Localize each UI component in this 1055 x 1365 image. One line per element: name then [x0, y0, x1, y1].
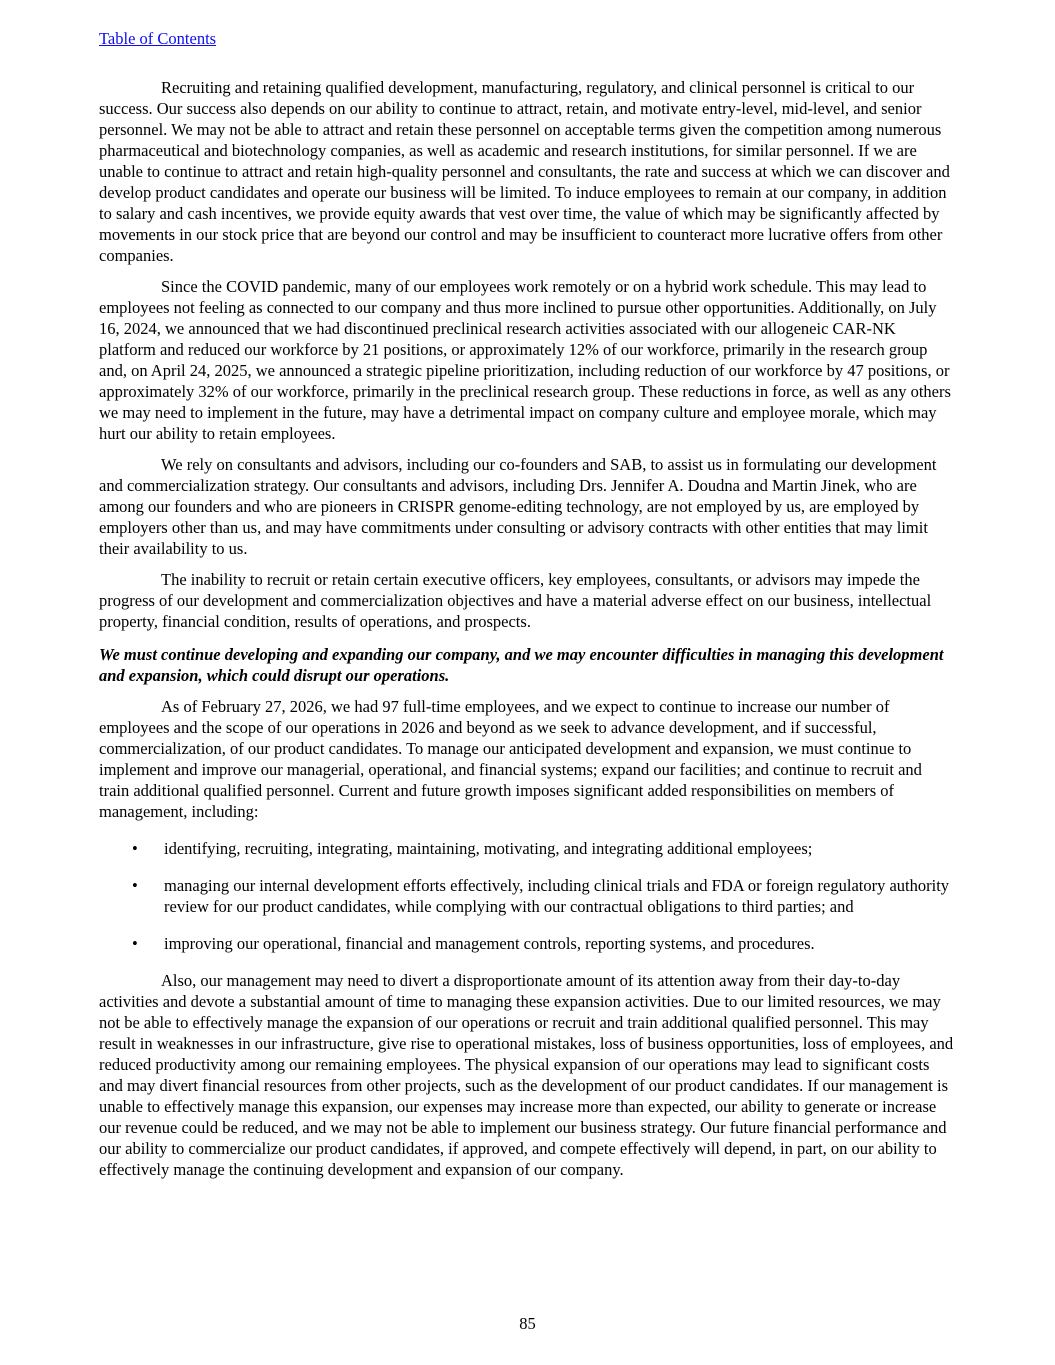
paragraph-inability-to-recruit: The inability to recruit or retain certain executive officers, key employees, consultants, or advisors may impede the progress of our development and commercialization objectives and have a material adverse effect on our business, intellectual property, financial condition, results of operations, and prospects. [99, 570, 932, 631]
bullet-list [99, 838, 955, 954]
paragraph-covid-workforce: Since the COVID pandemic, many of our employees work remotely or on a hybrid work schedule. This may lead to employees not feeling as connected to our company and thus more inclined to pursue other opportunities. Additionally, on July 16, 2024, we announced that we had discontinued preclinical research activities associated with our allogeneic CAR-NK platform and reduced our workforce by 21 positions, or approximately 12% of our workforce, primarily in the research group and, on April 24, 2025, we announced a strategic pipeline prioritization, including reduction of our workforce by 47 positions, or approximately 32% of our workforce, primarily in the preclinical research group. These reductions in force, as well as any others we may need to implement in the future, may have a detrimental impact on company culture and employee morale, which may hurt our ability to retain employees. [99, 277, 951, 443]
bullet-text-managing: managing our internal development efforts effectively, including clinical trials and FDA or foreign regulatory authority review for our product candidates, while complying with our contractual obligations to third parties; and [164, 876, 950, 916]
paragraph-consultants-advisors: We rely on consultants and advisors, including our co-founders and SAB, to assist us in formulating our development and commercialization strategy. Our consultants and advisors, including Drs. Jennifer A. Doudna and Martin Jinek, who are among our founders and who are pioneers in CRISPR genome-editing technology, are not employed by us, are employed by employers other than us, and may have commitments under consulting or advisory contracts with other entities that may limit their availability to us. [99, 455, 937, 558]
bullet-text-improving: improving our operational, financial and management controls, reporting systems, and procedures. [164, 934, 815, 953]
bullet-icon: • [132, 839, 138, 858]
page-footer [0, 1313, 1055, 1334]
list-item [99, 933, 955, 954]
toc-row [99, 28, 955, 49]
bullet-text-identifying: identifying, recruiting, integrating, maintaining, motivating, and integrating additional employees; [164, 839, 813, 858]
table-of-contents-link[interactable]: Table of Contents [99, 29, 217, 48]
bullet-icon: • [132, 876, 138, 895]
paragraph-management-attention: Also, our management may need to divert a disproportionate amount of its attention away from their day-to-day activities and devote a substantial amount of time to managing these expansion activities. Due to our limited resources, we may not be able to effectively manage the expansion of our operations or recruit and train additional qualified personnel. This may result in weaknesses in our infrastructure, give rise to operational mistakes, loss of business opportunities, loss of employees, and reduced productivity among our remaining employees. The physical expansion of our operations may lead to significant costs and may divert financial resources from other projects, such as the development of our product candidates. If our management is unable to effectively manage this expansion, our expenses may increase more than expected, our ability to generate or increase our revenue could be reduced, and we may not be able to implement our business strategy. Our future financial performance and our ability to commercialize our product candidates, if approved, and compete effectively will depend, in part, on our ability to effectively manage the continuing development and expansion of our company. [99, 971, 954, 1179]
paragraph-employee-count: As of February 27, 2026, we had 97 full-time employees, and we expect to continue to increase our number of employees and the scope of our operations in 2026 and beyond as we seek to advance development, and if successful, commercialization, of our product candidates. To manage our anticipated development and expansion, we must continue to implement and improve our managerial, operational, and financial systems; expand our facilities; and continue to recruit and train additional qualified personnel. Current and future growth imposes significant added responsibilities on members of management, including: [99, 697, 922, 821]
page-number: 85 [519, 1314, 536, 1333]
paragraph-recruiting-personnel: Recruiting and retaining qualified development, manufacturing, regulatory, and clinical personnel is critical to our success. Our success also depends on our ability to continue to attract, retain, and motivate entry-level, mid-level, and senior personnel. We may not be able to attract and retain these personnel on acceptable terms given the competition among numerous pharmaceutical and biotechnology companies, as well as academic and research institutions, for similar personnel. If we are unable to continue to attract and retain high-quality personnel and consultants, the rate and success at which we can discover and develop product candidates and operate our business will be limited. To induce employees to remain at our company, in addition to salary and cash incentives, we provide equity awards that vest over time, the value of which may be significantly affected by movements in our stock price that are beyond our control and may be insufficient to counteract more lucrative offers from other companies. [99, 78, 950, 265]
risk-factor-heading: We must continue developing and expanding our company, and we may encounter difficulties in managing this development and expansion, which could disrupt our operations. [99, 645, 944, 685]
bullet-icon: • [132, 934, 138, 953]
list-item [99, 875, 955, 917]
list-item [99, 838, 955, 859]
